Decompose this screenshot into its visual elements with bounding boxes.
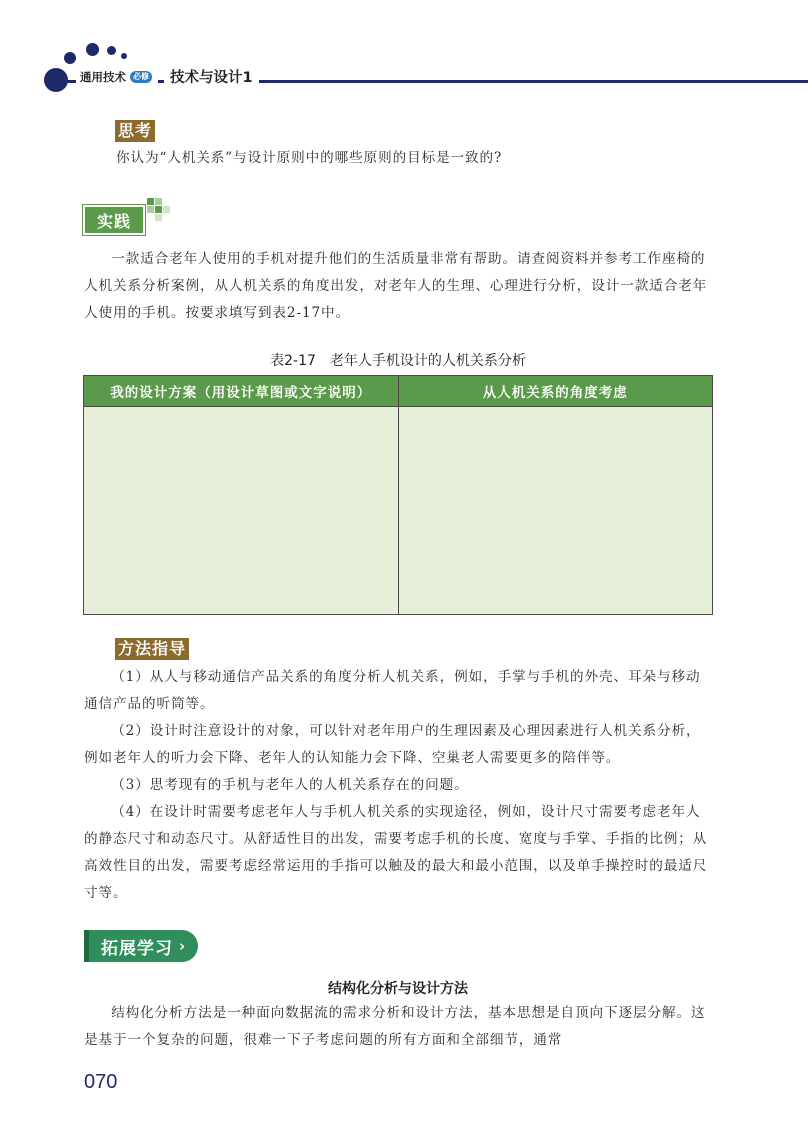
table-header-design: 我的设计方案（用设计草图或文字说明）	[84, 376, 398, 407]
table-title: 表2-17 老年人手机设计的人机关系分析	[270, 353, 526, 369]
series-name: 通用技术	[80, 70, 126, 84]
method-list	[84, 664, 712, 907]
think-question-text: 你认为“人机关系”与设计原则中的哪些原则的目标是一致的?	[116, 150, 503, 166]
extension-text: 结构化分析方法是一种面向数据流的需求分析和设计方法，基本思想是自顶向下逐层分解。这是基于一个复杂的问题，很难一下子考虑问题的所有方面和全部细节，通常	[84, 1005, 706, 1048]
table-column	[398, 376, 713, 614]
header-dot-4	[121, 53, 127, 59]
required-badge: 必修	[130, 71, 152, 83]
book-title: 技术与设计1	[164, 66, 259, 87]
practice-text: 一款适合老年人使用的手机对提升他们的生活质量非常有帮助。请查阅资料并参考工作座椅的人机关系分析案例，从人机关系的角度出发，对老年人的生理、心理进行分析，设计一款适合老年人使用的手机。按要求填写到表2-17中。	[84, 251, 708, 321]
extension-subtitle: 结构化分析与设计方法	[328, 981, 468, 997]
think-tag: 思考	[115, 120, 155, 142]
deco-square	[155, 198, 162, 205]
think-question	[116, 145, 716, 172]
analysis-table	[83, 375, 713, 615]
extension-tag	[84, 930, 198, 962]
extension-paragraph	[84, 1000, 712, 1054]
deco-square	[163, 206, 170, 213]
header-dot-1	[64, 52, 76, 64]
practice-tag: 实践	[83, 205, 145, 235]
extension-tag-label: 拓展学习	[101, 938, 173, 959]
table-header-perspective: 从人机关系的角度考虑	[399, 376, 713, 407]
table-cell-design[interactable]	[84, 407, 398, 614]
series-title	[76, 68, 158, 86]
deco-square	[147, 198, 154, 205]
deco-square	[155, 206, 162, 213]
deco-square	[155, 214, 162, 221]
page-number: 070	[84, 1071, 118, 1093]
method-tag: 方法指导	[115, 638, 189, 660]
deco-square	[147, 206, 154, 213]
method-item: （3）思考现有的手机与老年人的人机关系存在的问题。	[111, 777, 469, 793]
header-dot-3	[107, 46, 116, 55]
method-item: （4）在设计时需要考虑老年人与手机人机关系的实现途径，例如，设计尺寸需要考虑老年人的静态尺寸和动态尺寸。从舒适性目的出发，需要考虑手机的长度、宽度与手掌、手指的比例；从高效性目的出发，需要考虑经常运用的手指可以触及的最大和最小范围，以及单手操控时的最适尺寸等。	[84, 804, 708, 901]
method-item: （2）设计时注意设计的对象，可以针对老年用户的生理因素及心理因素进行人机关系分析，例如老年人的听力会下降、老年人的认知能力会下降、空巢老人需要更多的陪伴等。	[84, 723, 701, 766]
practice-paragraph	[84, 246, 712, 327]
method-item: （1）从人与移动通信产品关系的角度分析人机关系，例如，手掌与手机的外壳、耳朵与移动通信产品的听筒等。	[84, 669, 701, 712]
table-column	[84, 376, 398, 614]
chevron-right-icon: ›	[179, 937, 187, 955]
table-cell-perspective[interactable]	[399, 407, 713, 614]
header-dot-2	[86, 43, 99, 56]
